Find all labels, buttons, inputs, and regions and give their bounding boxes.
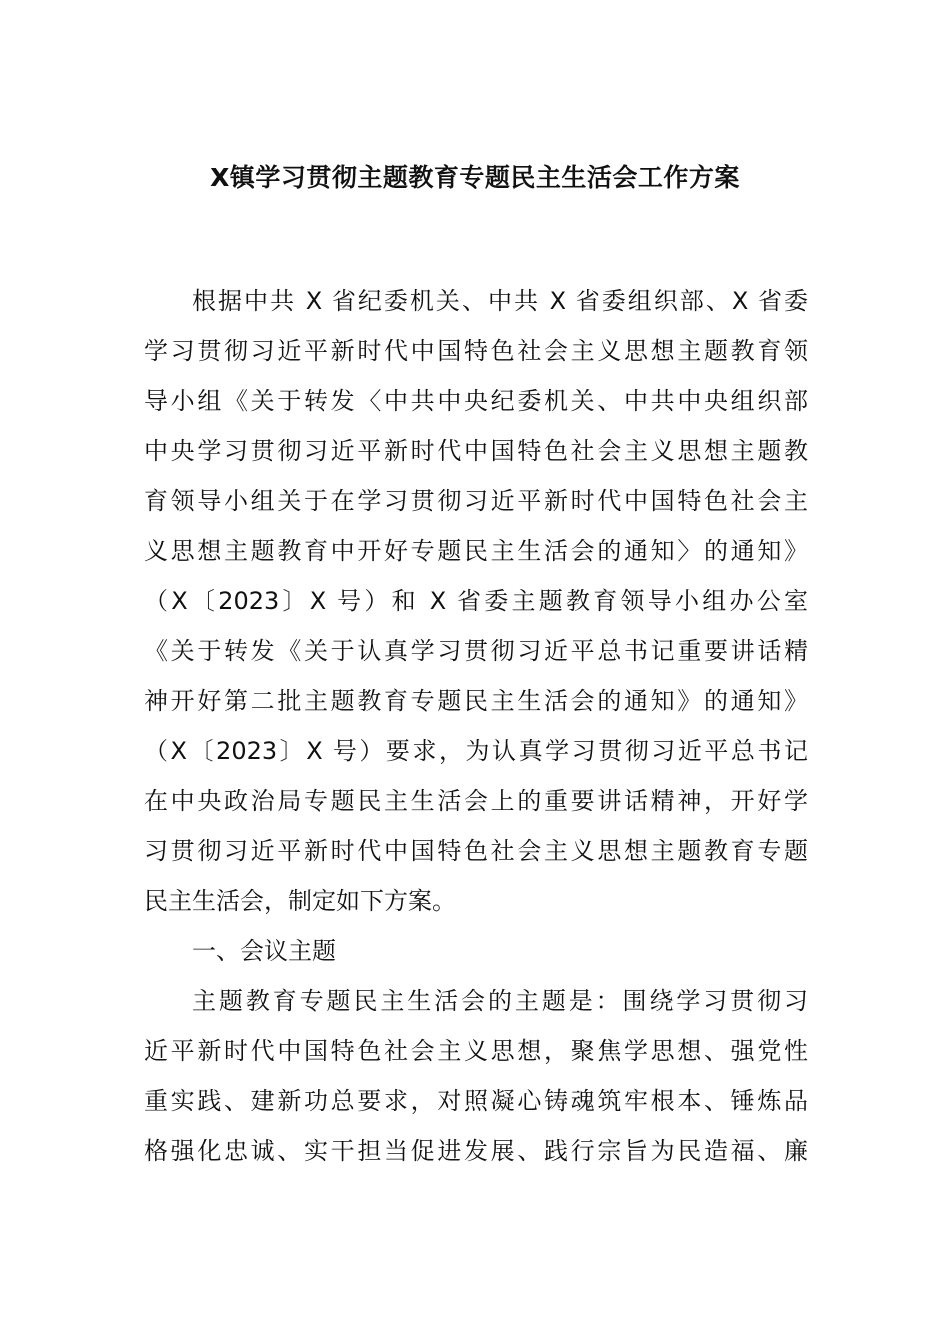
section-heading: 一、会议主题 xyxy=(192,937,336,965)
paragraph-line: 中央学习贯彻习近平新时代中国特色社会主义思想主题教 xyxy=(144,437,808,465)
paragraph-line: 根据中共 X 省纪委机关、中共 X 省委组织部、X 省委 xyxy=(192,287,808,315)
paragraph-line: 育领导小组关于在学习贯彻习近平新时代中国特色社会主 xyxy=(144,487,808,515)
paragraph-line: 格强化忠诚、实干担当促进发展、践行宗旨为民造福、廉 xyxy=(144,1137,808,1165)
paragraph-line: 习贯彻习近平新时代中国特色社会主义思想主题教育专题 xyxy=(144,837,808,865)
paragraph-line: （X〔2023〕X 号）要求，为认真学习贯彻习近平总书记 xyxy=(144,737,808,765)
paragraph-line: 学习贯彻习近平新时代中国特色社会主义思想主题教育领 xyxy=(144,337,808,365)
paragraph-line: 重实践、建新功总要求，对照凝心铸魂筑牢根本、锤炼品 xyxy=(144,1087,808,1115)
document-body xyxy=(144,276,808,1176)
paragraph-line: 义思想主题教育中开好专题民主生活会的通知〉的通知》 xyxy=(144,537,808,565)
paragraph-line: 近平新时代中国特色社会主义思想，聚焦学思想、强党性 xyxy=(144,1037,808,1065)
document-title: X镇学习贯彻主题教育专题民主生活会工作方案 xyxy=(210,163,740,192)
paragraph-line: 在中央政治局专题民主生活会上的重要讲话精神，开好学 xyxy=(144,787,808,815)
paragraph-line: （X〔2023〕X 号）和 X 省委主题教育领导小组办公室 xyxy=(144,587,808,615)
paragraph-line: 导小组《关于转发〈中共中央纪委机关、中共中央组织部 xyxy=(144,387,808,415)
paragraph-line: 神开好第二批主题教育专题民主生活会的通知》的通知》 xyxy=(144,687,808,715)
paragraph-line: 民主生活会，制定如下方案。 xyxy=(144,887,456,915)
paragraph-line: 主题教育专题民主生活会的主题是：围绕学习贯彻习 xyxy=(192,987,808,1015)
paragraph-line: 《关于转发《关于认真学习贯彻习近平总书记重要讲话精 xyxy=(144,637,808,665)
